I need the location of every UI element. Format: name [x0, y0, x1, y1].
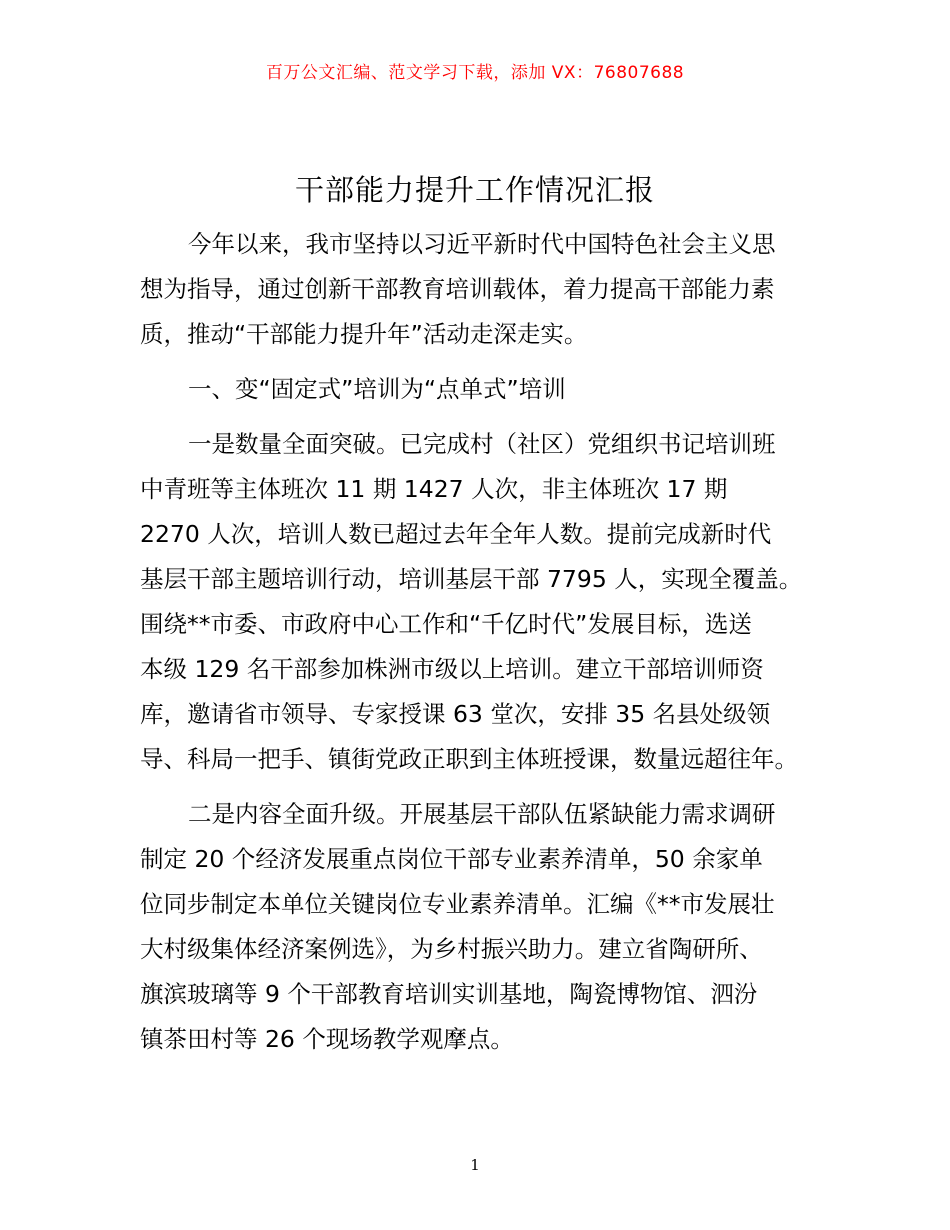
paragraph-line: 导、科局一把手、镇街党政正职到主体班授课，数量远超往年。 — [140, 745, 798, 773]
paragraph-line: 围绕**市委、市政府中心工作和“千亿时代”发展目标，选送 — [140, 610, 752, 638]
document-body — [140, 222, 812, 1062]
paragraph-line: 库，邀请省市领导、专家授课 63 堂次，安排 35 名县处级领 — [140, 700, 771, 728]
paragraph-line: 旗滨玻璃等 9 个干部教育培训实训基地，陶瓷博物馆、泗汾 — [140, 980, 758, 1008]
paragraph-line: 一是数量全面突破。已完成村（社区）党组织书记培训班 — [188, 430, 776, 458]
paragraph-content — [140, 792, 812, 1062]
page-number: 1 — [470, 1156, 480, 1174]
section-heading — [140, 367, 812, 412]
paragraph-line: 基层干部主题培训行动，培训基层干部 7795 人，实现全覆盖。 — [140, 565, 803, 593]
watermark-text: 百万公文汇编、范文学习下载，添加 VX：76807688 — [265, 63, 685, 83]
paragraph-line: 二是内容全面升级。开展基层干部队伍紧缺能力需求调研 — [188, 800, 776, 828]
section-heading-line: 一、变“固定式”培训为“点单式”培训 — [188, 375, 566, 403]
paragraph-line: 位同步制定本单位关键岗位专业素养清单。汇编《**市发展壮 — [140, 890, 775, 918]
paragraph-line: 质，推动“干部能力提升年”活动走深走实。 — [140, 320, 588, 348]
paragraph-line: 今年以来，我市坚持以习近平新时代中国特色社会主义思 — [188, 230, 776, 258]
paragraph-intro — [140, 222, 812, 357]
paragraph-line: 制定 20 个经济发展重点岗位干部专业素养清单，50 余家单 — [140, 845, 763, 873]
document-title: 干部能力提升工作情况汇报 — [294, 173, 655, 207]
paragraph-quantity — [140, 422, 812, 782]
paragraph-line: 镇茶田村等 26 个现场教学观摩点。 — [140, 1025, 514, 1053]
paragraph-line: 想为指导，通过创新干部教育培训载体，着力提高干部能力素 — [140, 275, 775, 303]
paragraph-line: 中青班等主体班次 11 期 1427 人次，非主体班次 17 期 — [140, 475, 728, 503]
paragraph-line: 2270 人次，培训人数已超过去年全年人数。提前完成新时代 — [140, 520, 772, 548]
paragraph-line: 本级 129 名干部参加株洲市级以上培训。建立干部培训师资 — [140, 655, 764, 683]
paragraph-line: 大村级集体经济案例选》，为乡村振兴助力。建立省陶研所、 — [140, 935, 763, 963]
